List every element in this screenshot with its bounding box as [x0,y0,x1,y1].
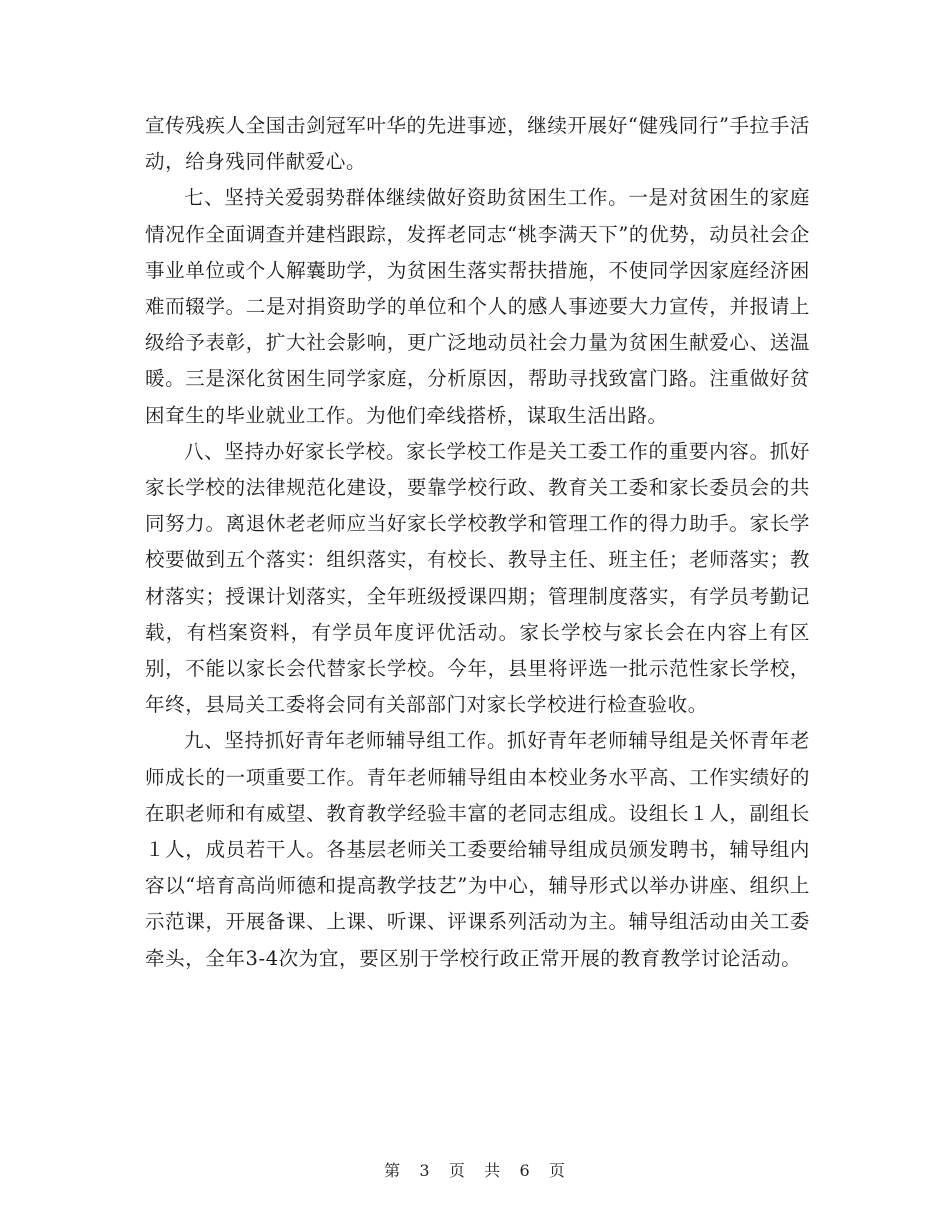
paragraph-continuation: 宣传残疾人全国击剑冠军叶华的先进事迹，继续开展好“健残同行”手拉手活动，给身残同伴献爱心。 [145,114,810,174]
footer-total-word: 共 [484,1161,502,1180]
document-body [145,108,810,977]
paragraph-section-8: 八、坚持办好家长学校。家长学校工作是关工委工作的重要内容。抓好家长学校的法律规范化建设，要靠学校行政、教育关工委和家长委员会的共同努力。离退休老老师应当好家长学校教学和管理工作的得力助手。家长学校要做到五个落实：组织落实，有校长、教导主任、班主任；老师落实；教材落实；授课计划落实，全年班级授课四期；管理制度落实，有学员考勤记载，有档案资料，有学员年度评优活动。家长学校与家长会在内容上有区别，不能以家长会代替家长学校。今年，县里将评选一批示范性家长学校，年终，县局关工委将会同有关部部门对家长学校进行检查验收。 [145,439,810,717]
page-footer [0,1158,950,1181]
paragraph-section-7: 七、坚持关爱弱势群体继续做好资助贫困生工作。一是对贫困生的家庭情况作全面调查并建档跟踪，发挥老同志“桃李满天下”的优势，动员社会企事业单位或个人解囊助学，为贫困生落实帮扶措施，不使同学因家庭经济困难而辍学。二是对捐资助学的单位和个人的感人事迹要大力宣传，并报请上级给予表彰，扩大社会影响，更广泛地动员社会力量为贫困生献爱心、送温暖。三是深化贫困生同学家庭，分析原因，帮助寻找致富门路。注重做好贫困耷生的毕业就业工作。为他们牵线搭桥，谋取生活出路。 [145,186,810,427]
footer-page-word: 页 [448,1161,466,1180]
footer-current-page: 3 [419,1161,431,1180]
footer-suffix: 页 [548,1161,566,1180]
paragraph-section-9: 九、坚持抓好青年老师辅导组工作。抓好青年老师辅导组是关怀青年老师成长的一项重要工作。青年老师辅导组由本校业务水平高、工作实绩好的在职老师和有威望、教育教学经验丰富的老同志组成。设组长１人，副组长１人，成员若干人。各基层老师关工委要给辅导组成员颁发聘书，辅导组内容以“培育高尚师德和提高教学技艺”为中心，辅导形式以举办讲座、组织上示范课，开展备课、上课、听课、评课系列活动为主。辅导组活动由关工委牵头，全年3-4次为宜，要区别于学校行政正常开展的教育教学讨论活动。 [145,729,810,970]
footer-total-pages: 6 [519,1161,531,1180]
footer-prefix: 第 [384,1161,402,1180]
